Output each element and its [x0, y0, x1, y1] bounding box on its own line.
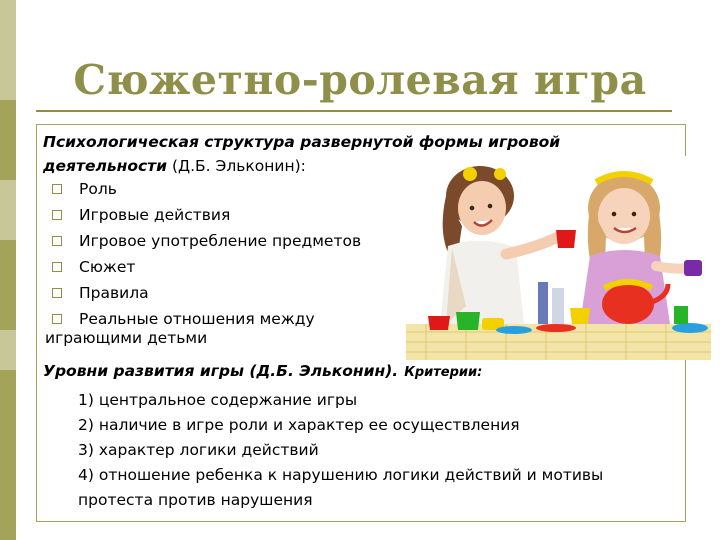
list-item [52, 254, 361, 280]
levels-heading [43, 362, 482, 380]
square-bullet-icon [52, 184, 62, 194]
children-playing-with-toy-dishes-icon [406, 156, 711, 360]
list-item-label: Правила [79, 284, 149, 302]
list-item [52, 202, 361, 228]
levels-title: Уровни развития игры (Д.Б. Эльконин). [43, 362, 399, 380]
children-playing-photo [406, 156, 711, 360]
criteria-list [78, 388, 678, 513]
list-item [52, 280, 361, 306]
square-bullet-icon [52, 210, 62, 220]
slide-title: Сюжетно-ролевая игра [73, 56, 647, 104]
square-bullet-icon [52, 288, 62, 298]
list-item [52, 228, 361, 254]
square-bullet-icon [52, 236, 62, 246]
list-item-label: Игровые действия [79, 206, 231, 224]
criteria-item: 4) отношение ребенка к нарушению логики действий и мотивы протеста против нарушения [78, 466, 604, 509]
left-decor-stripe [0, 0, 16, 540]
stripe-block [0, 180, 16, 240]
square-bullet-icon [52, 262, 62, 272]
stripe-block [0, 330, 16, 370]
criteria-item: 2) наличие в игре роли и характер ее осуществления [78, 416, 520, 434]
list-item-label: Игровое употребление предметов [79, 232, 362, 250]
list-item-label: Роль [79, 180, 117, 198]
list-item-continuation: играющими детьми [45, 329, 208, 347]
square-bullet-icon [52, 314, 62, 324]
stripe-block [0, 0, 16, 100]
list-item [52, 176, 361, 202]
criteria-item: 3) характер логики действий [78, 441, 319, 459]
criteria-label: Критерии: [404, 365, 483, 380]
list-item-label: Реальные отношения между [79, 310, 315, 328]
structure-list [52, 176, 361, 332]
list-item-label: Сюжет [79, 258, 136, 276]
title-underline [36, 110, 672, 112]
intro-author: (Д.Б. Эльконин): [167, 157, 306, 175]
criteria-item: 1) центральное содержание игры [78, 391, 358, 409]
intro-heading: Психологическая структура развернутой формы игровой деятельности [43, 133, 561, 175]
